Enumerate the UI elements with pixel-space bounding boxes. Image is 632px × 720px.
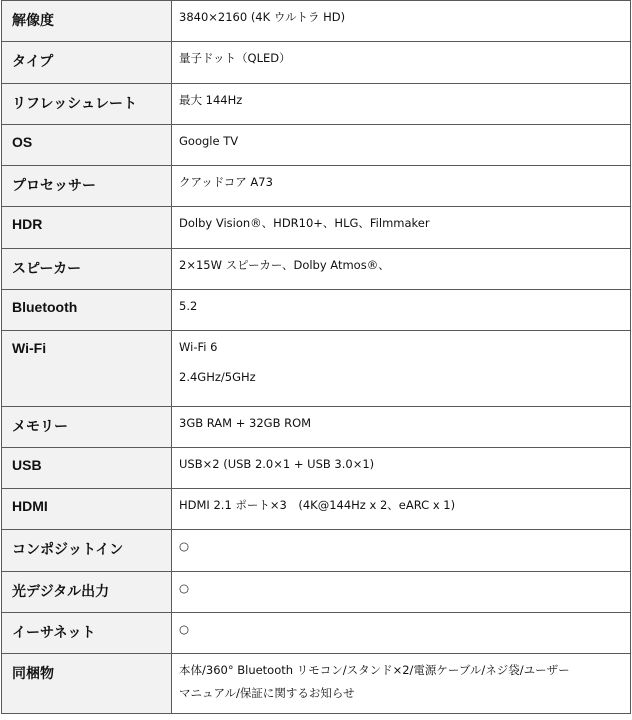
spec-row: [2, 654, 631, 714]
spec-label: OS: [2, 125, 172, 166]
spec-row: [2, 489, 631, 530]
spec-label: 光デジタル出力: [2, 572, 172, 613]
spec-value-line: ○: [179, 622, 190, 636]
spec-value-line: Dolby Vision®、HDR10+、HLG、Filmmaker: [179, 216, 430, 230]
spec-value-line: 3840×2160 (4K ウルトラ HD): [179, 10, 346, 24]
spec-row: [2, 207, 631, 249]
spec-label: 解像度: [2, 1, 172, 42]
spec-label: 同梱物: [2, 654, 172, 714]
spec-value: [172, 1, 631, 42]
spec-row: [2, 1, 631, 42]
spec-value: [172, 207, 631, 249]
spec-value: [172, 331, 631, 407]
spec-value: [172, 42, 631, 84]
spec-label: メモリー: [2, 407, 172, 448]
spec-value: [172, 572, 631, 613]
spec-row: [2, 530, 631, 572]
spec-row: [2, 42, 631, 84]
spec-row: [2, 84, 631, 125]
spec-row: [2, 407, 631, 448]
spec-label: リフレッシュレート: [2, 84, 172, 125]
spec-row: [2, 290, 631, 331]
spec-value: [172, 448, 631, 489]
spec-label: HDMI: [2, 489, 172, 530]
spec-value-line: 2×15W スピーカー、Dolby Atmos®、: [179, 258, 390, 272]
spec-value-line: HDMI 2.1 ポート×3 (4K@144Hz x 2、eARC x 1): [179, 498, 456, 512]
spec-value-line: クアッドコア A73: [179, 175, 273, 189]
spec-label: USB: [2, 448, 172, 489]
spec-value-line: ○: [179, 581, 190, 595]
spec-value-line: 2.4GHz/5GHz: [179, 370, 256, 384]
spec-value: [172, 249, 631, 290]
spec-value: [172, 166, 631, 207]
spec-row: [2, 166, 631, 207]
spec-value-line: Google TV: [179, 134, 239, 148]
spec-label: Wi-Fi: [2, 331, 172, 407]
spec-label: プロセッサー: [2, 166, 172, 207]
spec-label: Bluetooth: [2, 290, 172, 331]
spec-label: コンポジットイン: [2, 530, 172, 572]
spec-value: [172, 654, 631, 714]
spec-value-line: USB×2 (USB 2.0×1 + USB 3.0×1): [179, 457, 375, 471]
spec-value: [172, 530, 631, 572]
spec-label: HDR: [2, 207, 172, 249]
spec-value-line: マニュアル/保証に関するお知らせ: [179, 686, 355, 700]
spec-value-line: 量子ドット（QLED）: [179, 51, 291, 65]
spec-value-line: 3GB RAM + 32GB ROM: [179, 416, 312, 430]
spec-row: [2, 572, 631, 613]
spec-row: [2, 448, 631, 489]
spec-row: [2, 249, 631, 290]
spec-row: [2, 613, 631, 654]
spec-value-line: 最大 144Hz: [179, 93, 243, 107]
spec-value-line: Wi-Fi 6: [179, 340, 218, 354]
spec-row: [2, 125, 631, 166]
spec-value-line: ○: [179, 539, 190, 553]
spec-value: [172, 489, 631, 530]
spec-label: イーサネット: [2, 613, 172, 654]
spec-table: [1, 0, 631, 714]
spec-value: [172, 125, 631, 166]
spec-table-body: [2, 1, 631, 714]
spec-value: [172, 84, 631, 125]
spec-value: [172, 407, 631, 448]
spec-label: タイプ: [2, 42, 172, 84]
spec-value: [172, 613, 631, 654]
spec-value-line: 本体/360° Bluetooth リモコン/スタンド×2/電源ケーブル/ネジ袋/ユーザー: [179, 663, 570, 677]
spec-label: スピーカー: [2, 249, 172, 290]
spec-row: [2, 331, 631, 407]
spec-value: [172, 290, 631, 331]
spec-value-line: 5.2: [179, 299, 198, 313]
